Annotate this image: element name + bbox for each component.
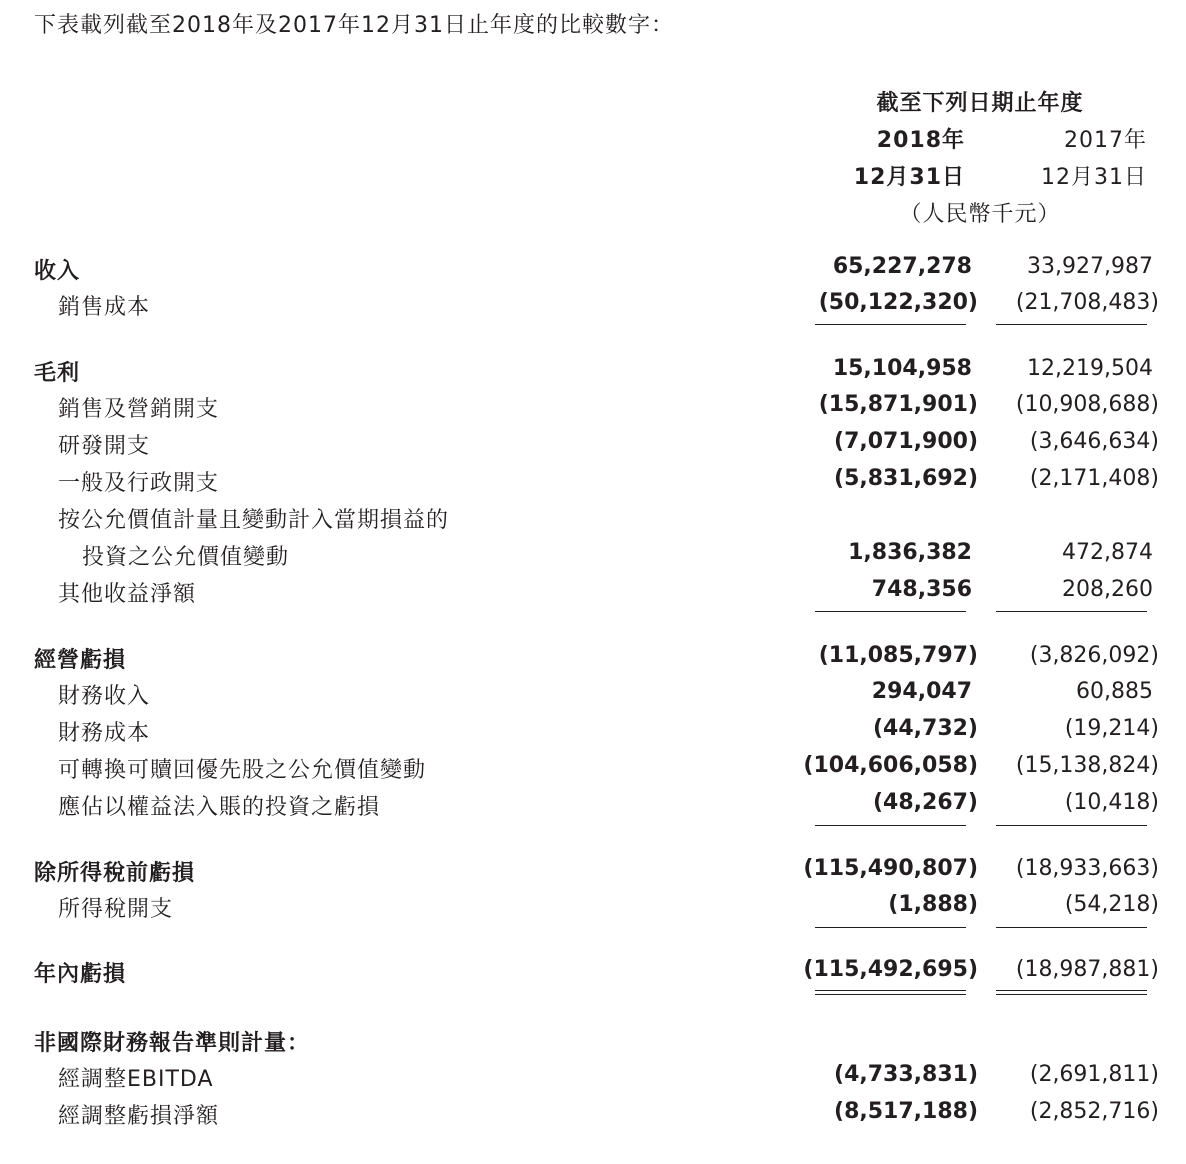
subtotal-rule-2017: [996, 324, 1147, 325]
row-label: 所得稅開支: [58, 897, 174, 922]
value-2017: 33,927,987: [1027, 254, 1153, 279]
col-2018-date: 12月31日: [853, 165, 965, 190]
value-2017: 60,885: [1076, 679, 1153, 704]
intro-text: 下表載列截至2018年及2017年12月31日止年度的比較數字：: [34, 13, 674, 38]
row-label: 銷售成本: [58, 295, 151, 320]
value-2018: (5,831,692): [834, 466, 978, 491]
table-row: [0, 677, 1186, 713]
row-label: 財務成本: [58, 721, 151, 746]
table-row: [0, 641, 1186, 677]
value-2017: (2,691,811): [1029, 1062, 1159, 1087]
value-2017: (10,908,688): [1015, 392, 1159, 417]
row-label: 毛利: [34, 361, 81, 386]
table-row: [0, 1060, 1186, 1096]
col-2017-date: 12月31日: [1041, 165, 1147, 190]
table-row: [0, 538, 1186, 574]
row-label: 研發開支: [58, 434, 151, 459]
unit-label: （人民幣千元）: [899, 202, 1061, 227]
value-2017: (19,214): [1064, 716, 1159, 741]
value-2018: (50,122,320): [818, 290, 978, 315]
total-double-rule-2017: [996, 990, 1147, 995]
value-2017: (2,852,716): [1029, 1099, 1159, 1124]
value-2017: 12,219,504: [1027, 356, 1153, 381]
value-2018: (44,732): [872, 716, 978, 741]
table-row: [0, 390, 1186, 426]
subtotal-rule-2017: [996, 611, 1147, 612]
table-row: [0, 427, 1186, 463]
table-row: [0, 751, 1186, 787]
row-label: 經營虧損: [34, 648, 127, 673]
value-2018: (104,606,058): [803, 753, 978, 778]
value-2017: (21,708,483): [1015, 290, 1159, 315]
value-2018: 15,104,958: [832, 356, 972, 381]
table-row: [0, 890, 1186, 926]
table-row: [0, 575, 1186, 611]
value-2018: 294,047: [871, 679, 972, 704]
subtotal-rule-2018: [815, 324, 966, 325]
table-row: [0, 501, 1186, 537]
subtotal-rule-2018: [815, 927, 966, 928]
value-2018: (115,490,807): [803, 856, 978, 881]
row-label: 經調整EBITDA: [58, 1067, 214, 1092]
value-2018: (48,267): [872, 790, 978, 815]
row-label: 銷售及營銷開支: [58, 397, 220, 422]
value-2018: (1,888): [888, 892, 978, 917]
row-label: 按公允價值計量且變動計入當期損益的: [58, 508, 450, 533]
subtotal-rule-2017: [996, 927, 1147, 928]
table-row: [0, 354, 1186, 390]
row-label: 其他收益淨額: [58, 582, 197, 607]
value-2017: (3,826,092): [1029, 643, 1159, 668]
row-label: 可轉換可贖回優先股之公允價值變動: [58, 758, 427, 783]
value-2018: 748,356: [871, 577, 972, 602]
row-label: 年內虧損: [34, 962, 127, 987]
row-label: 除所得稅前虧損: [34, 861, 196, 886]
row-label: 非國際財務報告準則計量：: [34, 1031, 311, 1056]
row-label: 投資之公允價值變動: [82, 545, 290, 570]
value-2017: (2,171,408): [1029, 466, 1159, 491]
value-2018: 65,227,278: [832, 254, 972, 279]
row-label: 收入: [34, 259, 81, 284]
total-double-rule-2018: [815, 990, 966, 995]
col-2018-year: 2018年: [876, 128, 965, 153]
subtotal-rule-2018: [815, 611, 966, 612]
value-2018: (4,733,831): [834, 1062, 978, 1087]
table-row: [0, 854, 1186, 890]
table-row: [0, 252, 1186, 288]
value-2018: (7,071,900): [834, 429, 978, 454]
value-2017: (18,933,663): [1015, 856, 1159, 881]
value-2017: (3,646,634): [1029, 429, 1159, 454]
subtotal-rule-2018: [815, 825, 966, 826]
row-label: 應佔以權益法入賬的投資之虧損: [58, 795, 381, 820]
table-row: [0, 464, 1186, 500]
row-label: 經調整虧損淨額: [58, 1104, 220, 1129]
table-row: [0, 788, 1186, 824]
value-2017: (18,987,881): [1015, 957, 1159, 982]
value-2018: (8,517,188): [834, 1099, 978, 1124]
row-label: 財務收入: [58, 684, 151, 709]
value-2018: (115,492,695): [803, 957, 978, 982]
col-2017-year: 2017年: [1064, 128, 1147, 153]
value-2018: (11,085,797): [818, 643, 978, 668]
table-row: [0, 714, 1186, 750]
row-label: 一般及行政開支: [58, 471, 220, 496]
value-2017: (15,138,824): [1015, 753, 1159, 778]
value-2017: (54,218): [1064, 892, 1159, 917]
value-2018: 1,836,382: [848, 540, 972, 565]
period-header: 截至下列日期止年度: [876, 91, 1084, 116]
table-row: [0, 955, 1186, 991]
value-2018: (15,871,901): [818, 392, 978, 417]
table-row: [0, 1024, 1186, 1060]
value-2017: 472,874: [1062, 540, 1153, 565]
value-2017: 208,260: [1062, 577, 1153, 602]
table-row: [0, 288, 1186, 324]
table-row: [0, 1097, 1186, 1133]
value-2017: (10,418): [1064, 790, 1159, 815]
subtotal-rule-2017: [996, 825, 1147, 826]
